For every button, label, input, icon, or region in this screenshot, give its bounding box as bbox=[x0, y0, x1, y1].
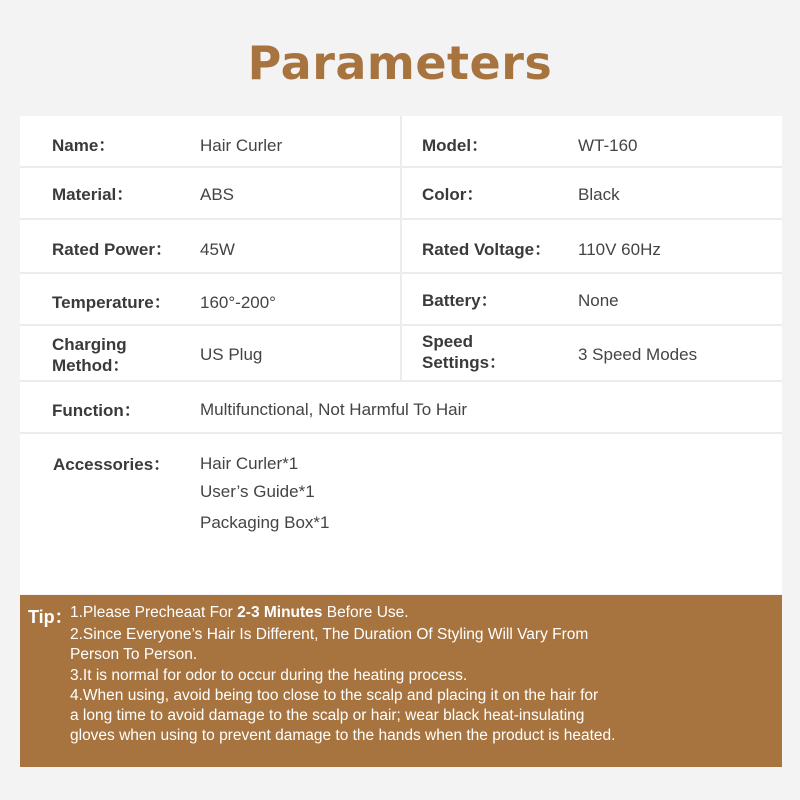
tip-label: Tip： bbox=[28, 607, 73, 627]
tip-line: 4.When using, avoid being too close to the scalp and placing it on the hair for bbox=[70, 687, 599, 704]
material-label: Material： bbox=[52, 185, 134, 204]
function-label: Function： bbox=[52, 401, 141, 420]
model-value: WT-160 bbox=[578, 136, 638, 155]
tip-line bbox=[70, 603, 409, 622]
name-label: Name： bbox=[52, 136, 116, 155]
material-value: ABS bbox=[200, 185, 235, 204]
charging-method-label-line1: Charging bbox=[52, 335, 127, 354]
rated-voltage-value: 110V 60Hz bbox=[578, 240, 661, 259]
tip-line: gloves when using to prevent damage to the hands when the product is heated. bbox=[70, 727, 616, 744]
speed-settings-value: 3 Speed Modes bbox=[578, 345, 698, 364]
speed-settings-label-line2: Settings： bbox=[422, 353, 507, 372]
rated-power-value: 45W bbox=[200, 240, 235, 259]
parameters-table bbox=[20, 116, 782, 594]
rated-voltage-label: Rated Voltage： bbox=[422, 240, 552, 259]
temperature-value: 160°-200° bbox=[200, 293, 276, 312]
speed-settings-label-line1: Speed bbox=[422, 332, 474, 351]
accessory-item: Packaging Box*1 bbox=[200, 513, 330, 532]
color-label: Color： bbox=[422, 185, 484, 204]
name-value: Hair Curler bbox=[200, 136, 283, 155]
accessories-label: Accessories： bbox=[53, 455, 171, 474]
battery-value: None bbox=[578, 291, 619, 310]
tip-box bbox=[20, 595, 782, 767]
tip-text: Before Use. bbox=[322, 604, 409, 621]
column-divider bbox=[400, 116, 402, 380]
page-title: Parameters bbox=[247, 36, 553, 90]
accessory-item: User’s Guide*1 bbox=[200, 482, 315, 501]
tip-line: 2.Since Everyone’s Hair Is Different, The Duration Of Styling Will Vary From bbox=[70, 626, 589, 643]
rated-power-label: Rated Power： bbox=[52, 240, 172, 259]
tip-line: 3.It is normal for odor to occur during the heating process. bbox=[70, 667, 468, 684]
tip-line: Person To Person. bbox=[70, 646, 198, 663]
tip-emphasis: 2-3 Minutes bbox=[237, 604, 323, 621]
accessory-item: Hair Curler*1 bbox=[200, 454, 299, 473]
charging-method-value: US Plug bbox=[200, 345, 263, 364]
battery-label: Battery： bbox=[422, 291, 498, 310]
model-label: Model： bbox=[422, 136, 489, 155]
tip-text: 1.Please Precheaat For bbox=[70, 604, 238, 621]
temperature-label: Temperature： bbox=[52, 293, 171, 312]
charging-method-label-line2: Method： bbox=[52, 356, 130, 375]
color-value: Black bbox=[578, 185, 620, 204]
tip-line: a long time to avoid damage to the scalp or hair; wear black heat-insulating bbox=[70, 707, 585, 724]
function-value: Multifunctional, Not Harmful To Hair bbox=[200, 400, 468, 419]
